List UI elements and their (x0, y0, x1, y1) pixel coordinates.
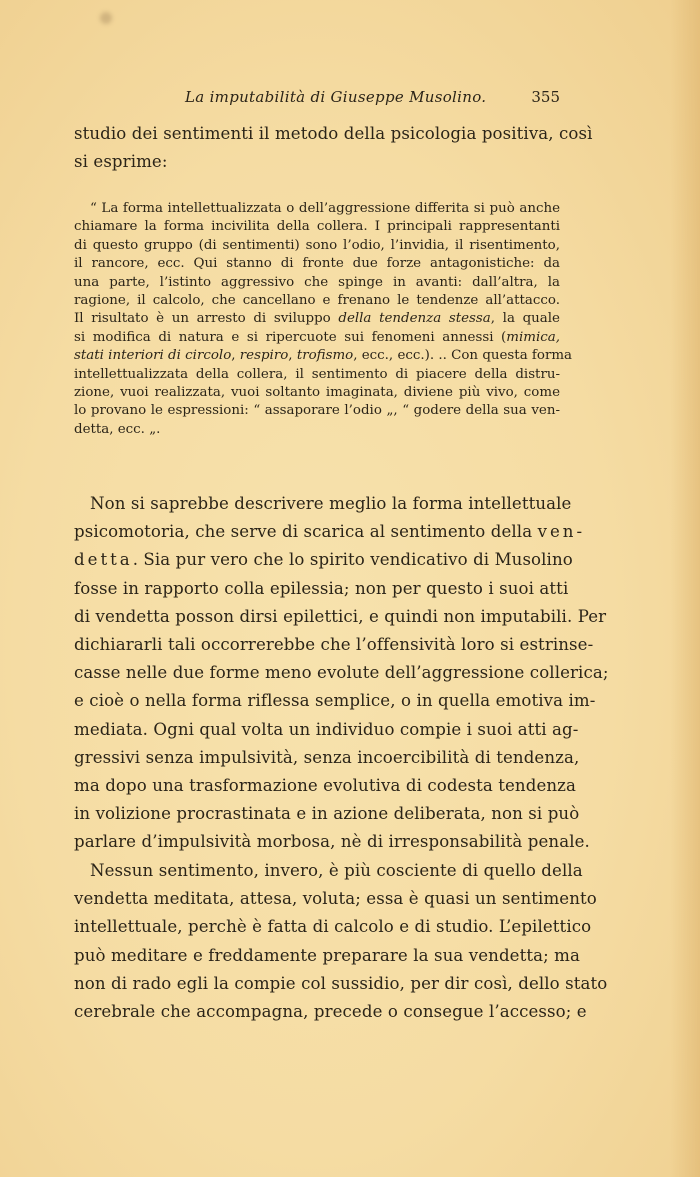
quote-italic-text: respiro (239, 348, 289, 364)
text-line: gressivi senza impulsività, senza incoercibilità di tendenza, (74, 747, 580, 767)
quote-text: , la quale (490, 311, 560, 327)
quote-italic-text: trofismo (296, 348, 354, 364)
text-line (74, 518, 586, 546)
text-line: e cioè o nella forma riflessa semplice, o in quella emotiva im- (74, 691, 596, 711)
quote-line: zione, vuoi realizzata, vuoi soltanto imaginata, diviene più vivo, come (74, 384, 560, 400)
spaced-emphasis: ven- (537, 522, 586, 542)
paragraph-1 (74, 490, 609, 856)
text-line: di vendetta posson dirsi epilettici, e quindi non imputabili. Per (74, 606, 607, 626)
text-line: casse nelle due forme meno evolute dell’aggressione collerica; (74, 663, 609, 683)
page-edge-shadow (670, 0, 700, 1177)
text-line: Nessun sentimento, invero, è più cosciente di quello della (90, 861, 583, 880)
quote-text: si modifica di natura e si ripercuote sui fenomeni annessi ( (74, 329, 507, 345)
quote-line: il rancore, ecc. Qui stanno di fronte due forze antagonistiche: da (74, 256, 560, 272)
quote-line: di questo gruppo (di sentimenti) sono l’odio, l’invidia, il risentimento, (74, 237, 560, 253)
text-segment: psicomotoria, che serve di scarica al sentimento della (74, 522, 533, 542)
text-segment: . Sia pur vero che lo spirito vendicativo di Musolino (132, 550, 573, 570)
text-line: Non si saprebbe descrivere meglio la forma intellettuale (90, 494, 572, 513)
text-line: dichiararli tali occorrerebbe che l’offensività loro si estrinse- (74, 634, 594, 654)
text-line: può meditare e freddamente preparare la sua vendetta; ma (74, 945, 581, 965)
text-line: cerebrale che accompagna, precede o consegue l’accesso; e (74, 1001, 587, 1021)
text-line: fosse in rapporto colla epilessia; non per questo i suoi atti (74, 578, 569, 598)
intro-text (74, 120, 593, 176)
quote-text: , (288, 348, 297, 364)
text-line (74, 546, 573, 574)
quote-text: , ecc., ecc.). .. Con questa forma (353, 348, 573, 364)
text-line: studio dei sentimenti il metodo della psicologia positiva, così (74, 124, 593, 143)
text-line: vendetta meditata, attesa, voluta; essa è quasi un sentimento (74, 889, 597, 909)
quote-line (74, 310, 560, 328)
text-line: parlare d’impulsività morbosa, nè di irresponsabilità penale. (74, 832, 590, 852)
running-title: La imputabilità di Giuseppe Musolino. (185, 88, 487, 106)
quote-line (74, 347, 573, 365)
text-line: mediata. Ogni qual volta un individuo compie i suoi atti ag- (74, 719, 579, 739)
text-line: ma dopo una trasformazione evolutiva di codesta tendenza (74, 775, 576, 795)
text-line: non di rado egli la compie col sussidio, per dir così, dello stato (74, 973, 608, 993)
quote-line: detta, ecc. „. (74, 421, 161, 437)
quote-text: , (231, 348, 240, 364)
block-quote (74, 200, 573, 439)
text-line: intellettuale, perchè è fatta di calcolo e di studio. L’epilettico (74, 917, 592, 937)
quote-line: ragione, il calcolo, che cancellano e frenano le tendenze all’attacco. (74, 292, 560, 308)
paragraph-2 (74, 857, 608, 1026)
paper-stain (100, 12, 112, 24)
quote-line: lo provano le espressioni: “ assaporare l’odio „, “ godere della sua ven- (74, 403, 560, 419)
quote-line: “ La forma intellettualizzata o dell’aggressione differita si può anche (90, 201, 560, 216)
quote-line: una parte, l’istinto aggressivo che spinge in avanti: dall’altra, la (74, 274, 560, 290)
quote-line (74, 329, 560, 347)
quote-italic-text: mimica, (506, 329, 560, 345)
text-line: si esprime: (74, 152, 168, 172)
quote-italic-text: della tendenza stessa (338, 311, 491, 327)
quote-text: Il risultato è un arresto di sviluppo (74, 311, 339, 327)
spaced-emphasis: detta (74, 550, 133, 570)
page-number: 355 (531, 88, 560, 106)
quote-italic-text: stati interiori di circolo (74, 348, 232, 364)
quote-line: chiamare la forma incivilita della collera. I principali rappresentanti (74, 219, 560, 235)
quote-line: intellettualizzata della collera, il sentimento di piacere della distru- (74, 366, 560, 382)
text-line: in volizione procrastinata e in azione deliberata, non si può (74, 804, 580, 824)
running-header (75, 88, 560, 110)
